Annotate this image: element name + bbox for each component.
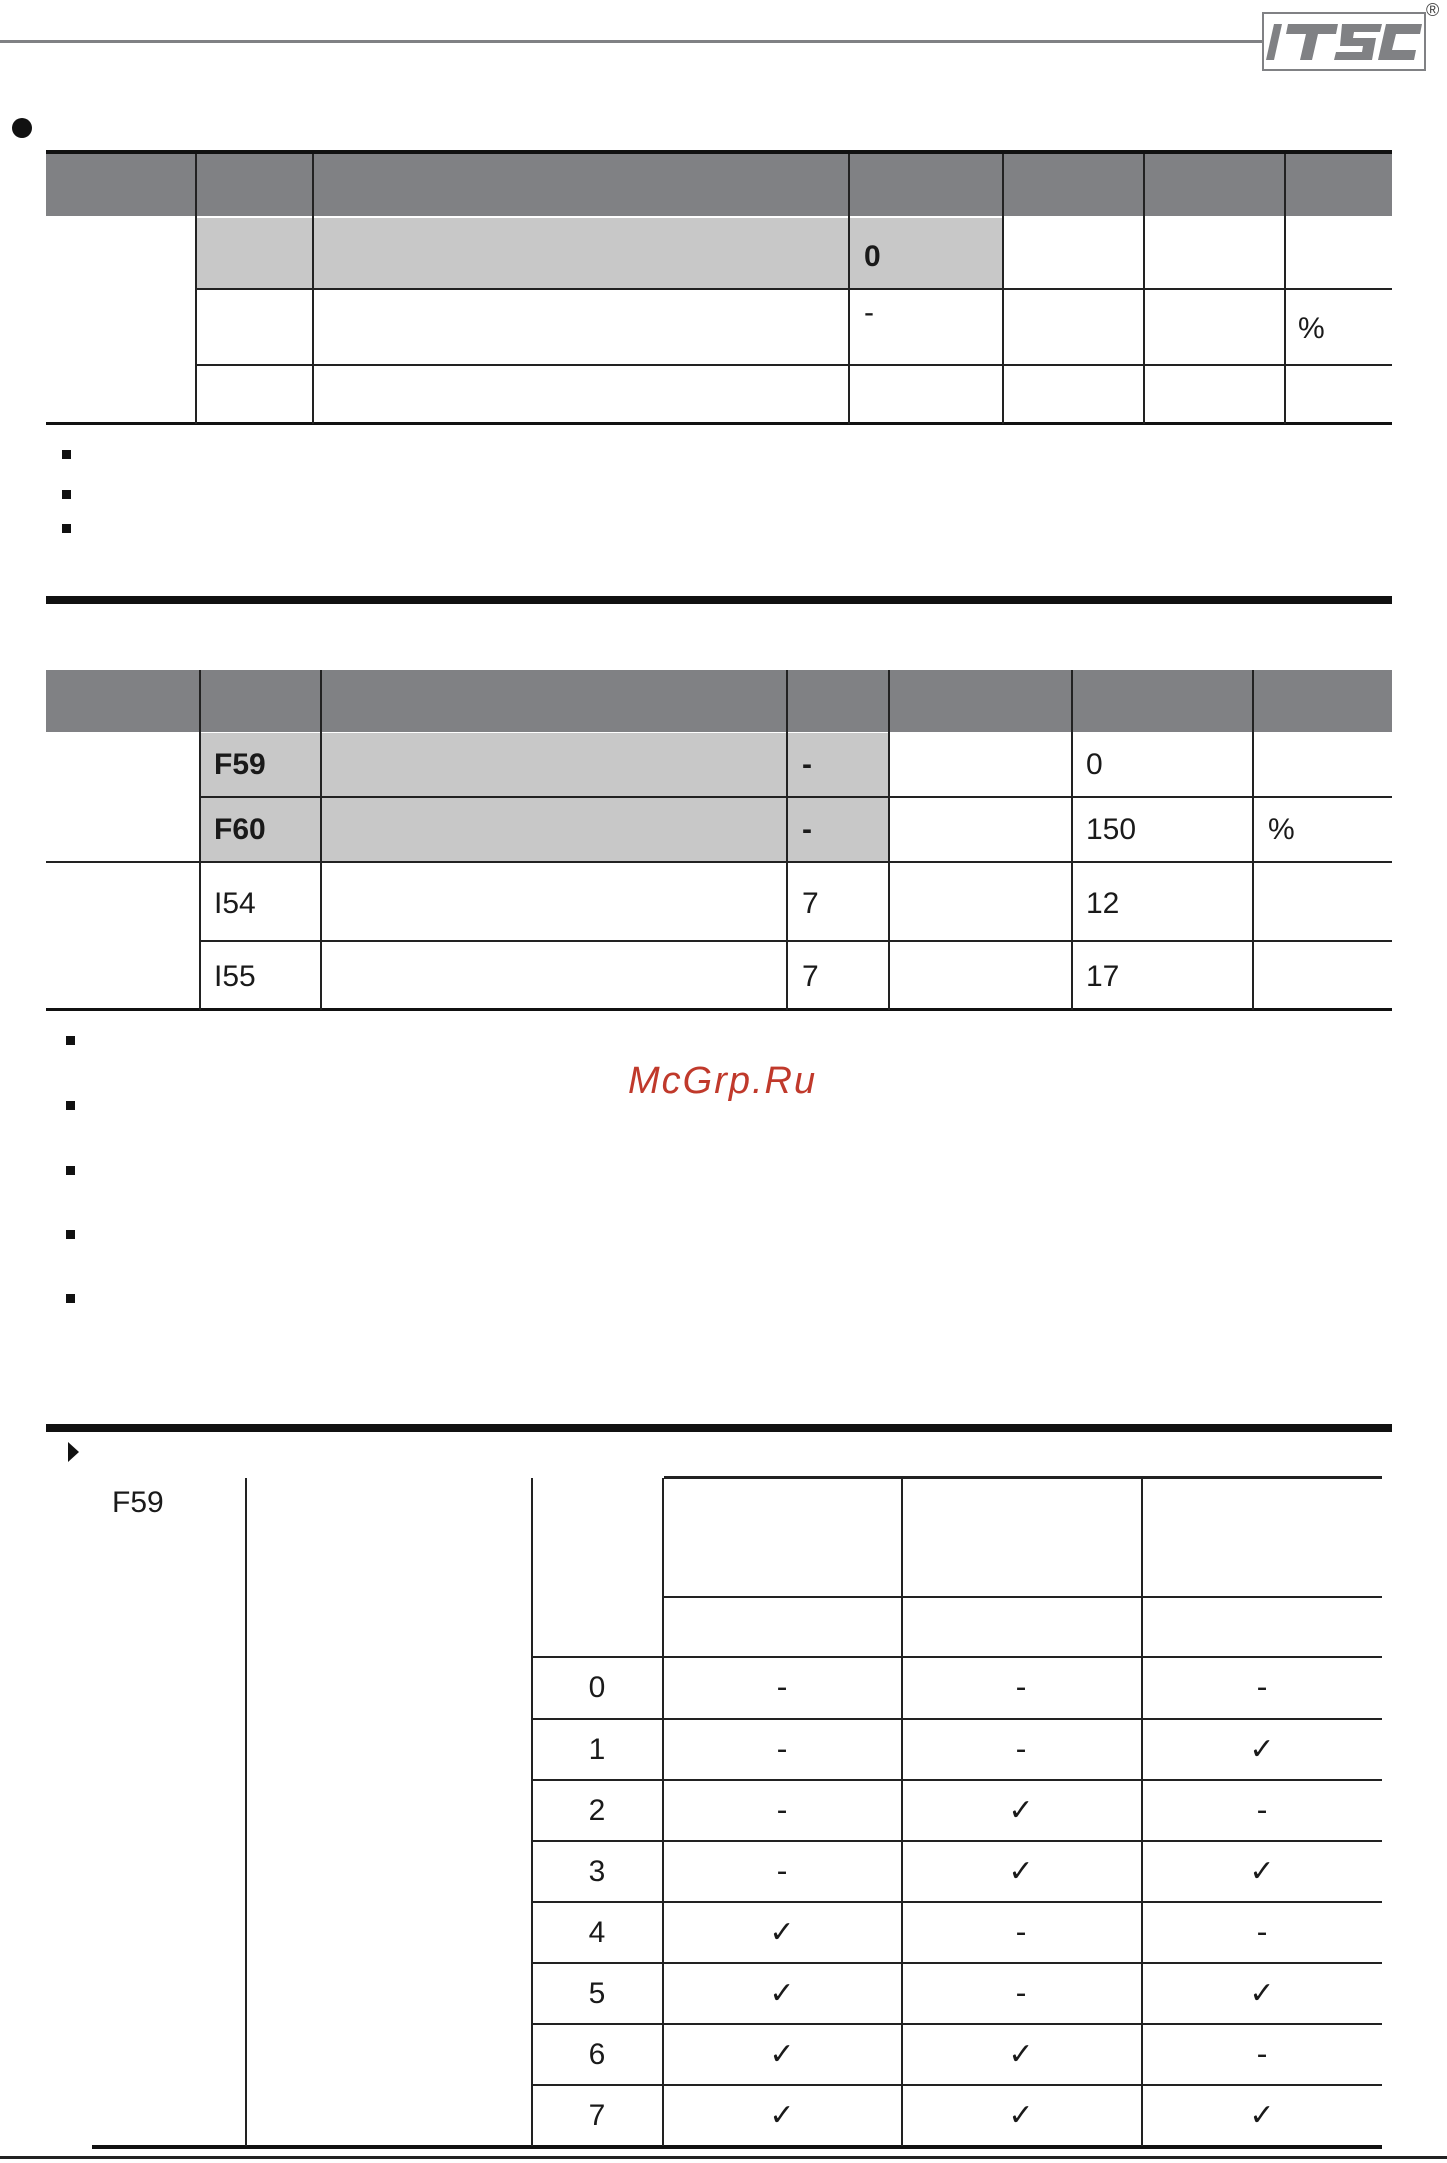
table3-row-5-c3: ✓	[1249, 1976, 1275, 2011]
table3-row-1-c1: -	[776, 1732, 788, 1767]
table2-row-f60-code: F60	[214, 813, 266, 846]
table3-row-1-c2: -	[1015, 1732, 1027, 1767]
table3-row-2-c3: -	[1256, 1793, 1268, 1828]
table2-row-f60-unit: %	[1268, 813, 1295, 846]
table3-row-6-c1: ✓	[769, 2037, 795, 2072]
section-divider	[46, 596, 1392, 604]
registered-mark: ®	[1426, 0, 1440, 20]
table3-row-3-c3: ✓	[1249, 1854, 1275, 1889]
table3-row-3-c2: ✓	[1008, 1854, 1034, 1889]
table3-row-7-c2: ✓	[1008, 2098, 1034, 2133]
note-bullet	[62, 524, 71, 533]
table3-row-0-c2: -	[1015, 1670, 1027, 1705]
table1-header	[46, 154, 1392, 216]
table1-row2-unit: %	[1298, 312, 1325, 345]
caret-right-icon	[68, 1442, 79, 1462]
note-bullet	[66, 1294, 75, 1303]
table3-row-6-setting: 6	[588, 2038, 606, 2071]
table2-row-i54-default: 12	[1086, 887, 1120, 920]
table2-row-i55-value: 7	[802, 960, 819, 993]
table2-highlight-f59	[200, 733, 888, 797]
table2-row-i54-code: I54	[214, 887, 256, 920]
table2-row-i55-default: 17	[1086, 960, 1120, 993]
table3-row-3-c1: -	[776, 1854, 788, 1889]
table3-row-2-setting: 2	[588, 1794, 606, 1827]
table2-header	[46, 670, 1392, 732]
table3-row-2-c2: ✓	[1008, 1793, 1034, 1828]
table3-row-7-c1: ✓	[769, 2098, 795, 2133]
table3-row-5-setting: 5	[588, 1977, 606, 2010]
table3-code: F59	[112, 1486, 164, 1519]
table2-row-f59-value: -	[802, 748, 812, 781]
note-bullet	[62, 450, 71, 459]
table3-row-4-c1: ✓	[769, 1915, 795, 1950]
table2-row-f59-default: 0	[1086, 748, 1103, 781]
table2-row-f59-code: F59	[214, 748, 266, 781]
table1-row1-value: 0	[864, 240, 881, 273]
table2-row-i54-value: 7	[802, 887, 819, 920]
table3-row-4-c3: -	[1256, 1915, 1268, 1950]
note-bullet	[66, 1166, 75, 1175]
brand-logo	[1262, 12, 1427, 72]
table3-row-5-c1: ✓	[769, 1976, 795, 2011]
section-divider	[46, 1424, 1392, 1432]
table1-row2-value: -	[864, 296, 874, 329]
table3-row-6-c2: ✓	[1008, 2037, 1034, 2072]
table3-row-0-setting: 0	[588, 1671, 606, 1704]
note-bullet	[66, 1101, 75, 1110]
table2-row-i55-code: I55	[214, 960, 256, 993]
table3-row-4-c2: -	[1015, 1915, 1027, 1950]
table1-highlight-row	[196, 218, 1002, 288]
table3-row-2-c1: -	[776, 1793, 788, 1828]
note-bullet	[66, 1230, 75, 1239]
section-bullet	[12, 118, 32, 138]
table3-row-7-c3: ✓	[1249, 2098, 1275, 2133]
table2-row-f60-default: 150	[1086, 813, 1137, 846]
note-bullet	[62, 490, 71, 499]
table3-row-0-c3: -	[1256, 1670, 1268, 1705]
bottom-rule	[0, 2156, 1447, 2159]
table2-row-f60-value: -	[802, 813, 812, 846]
table3-row-7-setting: 7	[588, 2099, 606, 2132]
table3-row-1-c3: ✓	[1249, 1732, 1275, 1767]
table3-row-6-c3: -	[1256, 2037, 1268, 2072]
table2-highlight-f60	[200, 798, 888, 862]
table3-row-1-setting: 1	[588, 1733, 606, 1766]
table3-row-5-c2: -	[1015, 1976, 1027, 2011]
header-rule	[0, 40, 1262, 43]
note-bullet	[66, 1036, 75, 1045]
table3-row-4-setting: 4	[588, 1916, 606, 1949]
table3-row-0-c1: -	[776, 1670, 788, 1705]
watermark: McGrp.Ru	[628, 1060, 818, 1102]
table3-row-3-setting: 3	[588, 1855, 606, 1888]
